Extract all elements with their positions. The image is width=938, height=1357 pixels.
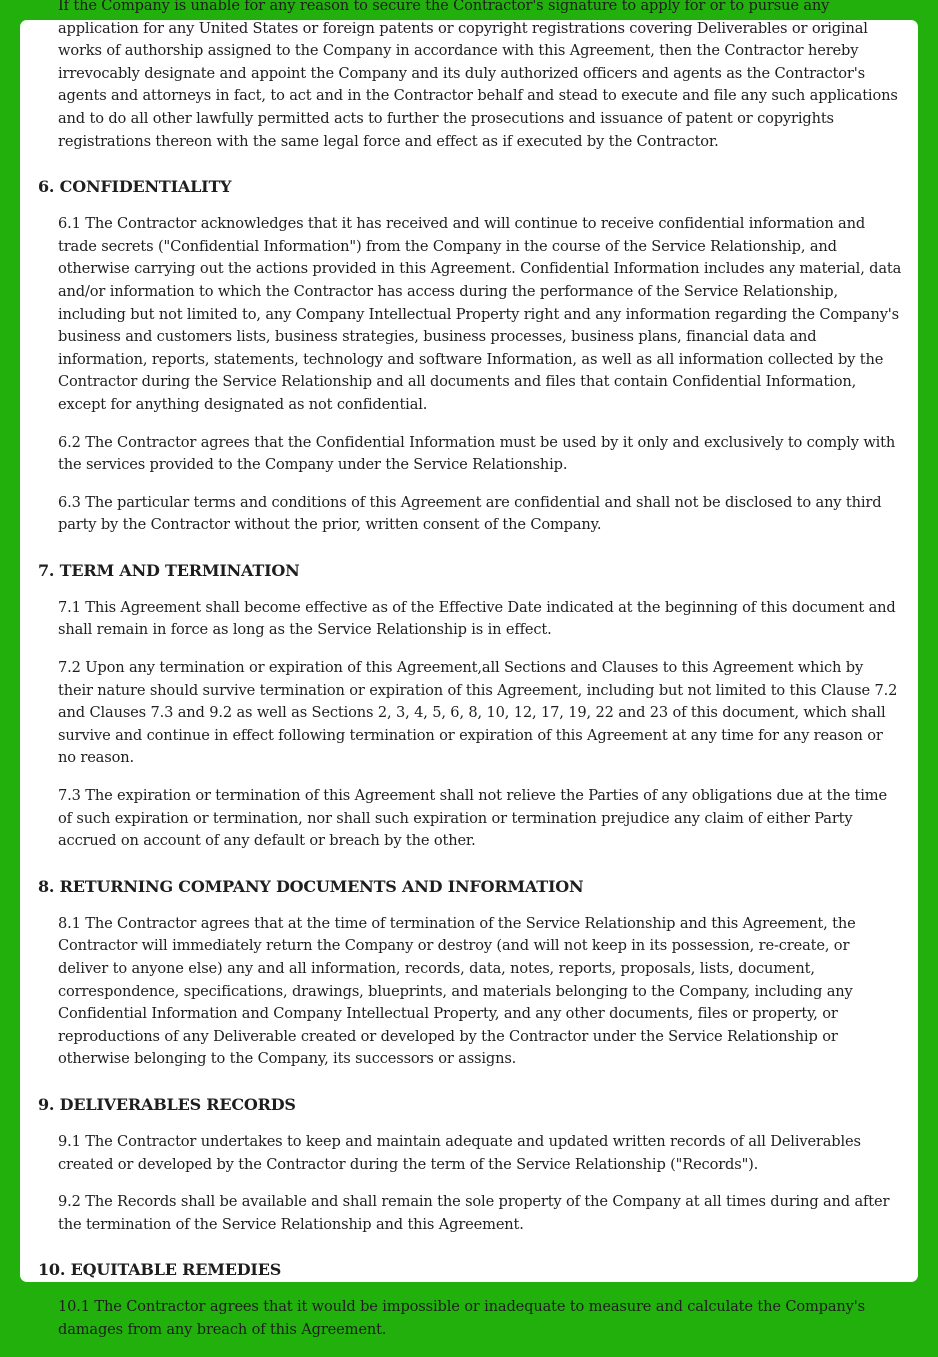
clause-7-3: 7.3 The expiration or termination of this Agreement shall not relieve the Parties of any obligations due at the time of such expiration or termination, nor shall such expiration or termination prejudice any claim of either Party accrued on account of any default or breach by the other. — [58, 787, 887, 850]
clause-8-1: 8.1 The Contractor agrees that at the time of termination of the Service Relationship and this Agreement, the Contractor will immediately return the Company or destroy (and will not keep in its possession, re-create, or deliver to anyone else) any and all information, records, data, notes, reports, proposals, lists, document, correspondence, specifications, drawings, blueprints, and materials belonging to the Company, including any Confidential Information and Company Intellectual Property, and any other documents, files or property, or reproductions of any Deliverable created or developed by the Contractor under the Service Relationship or otherwise belonging to the Company, its successors or assigns. — [58, 914, 856, 1068]
clause-10-1: 10.1 The Contractor agrees that it would be impossible or inadequate to measure and calculate the Company's damages from any breach of this Agreement. — [58, 1298, 865, 1338]
clause-6-1: 6.1 The Contractor acknowledges that it has received and will continue to receive confidential information and trade secrets ("Confidential Information") from the Company in the course of the Service Relationship, and otherwise carrying out the actions provided in this Agreement. Confidential Information includes any material, data and/or information to which the Contractor has access during the performance of the Service Relationship, including but not limited to, any Company Intellectual Property right and any information regarding the Company's business and customers lists, business strategies, business processes, business plans, financial data and information, reports, statements, technology and software Information, as well as all information collected by the Contractor during the Service Relationship and all documents and files that contain Confidential Information, except for anything designated as not confidential. — [58, 215, 902, 413]
section-deliverables-records — [38, 1095, 902, 1236]
lead-paragraph: If the Company is unable for any reason to secure the Contractor's signature to apply for or to pursue any application for any United States or foreign patents or copyright registrations covering Deliverables or original works of authorship assigned to the Company in accordance with this Agreement, then the Contractor hereby irrevocably designate and appoint the Company and its duly authorized officers and agents as the Contractor's agents and attorneys in fact, to act and in the Contractor behalf and stead to execute and file any such applications and to do all other lawfully permitted acts to further the prosecutions and issuance of patent or copyrights registrations thereon with the same legal force and effect as if executed by the Contractor. — [58, 0, 898, 150]
section-heading: 6. CONFIDENTIALITY — [38, 177, 232, 197]
section-returning-company-documents — [38, 877, 902, 1071]
section-heading: 9. DELIVERABLES RECORDS — [38, 1094, 296, 1114]
clause-6-3: 6.3 The particular terms and conditions of this Agreement are confidential and shall not be disclosed to any third party by the Contractor without the prior, written consent of the Company. — [58, 493, 882, 534]
clause-9-2: 9.2 The Records shall be available and shall remain the sole property of the Company at all times during and after the termination of the Service Relationship and this Agreement. — [58, 1193, 890, 1233]
section-equitable-remedies — [38, 1260, 902, 1341]
section-term-and-termination — [38, 561, 902, 853]
clause-6-2: 6.2 The Contractor agrees that the Confidential Information must be used by it only and exclusively to comply with the services provided to the Company under the Service Relationship. — [58, 433, 896, 474]
document-body — [20, 0, 918, 1357]
section-confidentiality — [38, 177, 902, 537]
section-heading: 7. TERM AND TERMINATION — [38, 560, 300, 580]
clause-7-2: 7.2 Upon any termination or expiration of this Agreement,all Sections and Clauses to this Agreement which by their nature should survive termination or expiration of this Agreement, including but not limited to this Clause 7.2 and Clauses 7.3 and 9.2 as well as Sections 2, 3, 4, 5, 6, 8, 10, 12, 17, 19, 22 and 23 of this document, which shall survive and continue in effect following termination or expiration of this Agreement at any time for any reason or no reason. — [58, 659, 898, 767]
clause-7-1: 7.1 This Agreement shall become effective as of the Effective Date indicated at the beginning of this document and shall remain in force as long as the Service Relationship is in effect. — [58, 598, 896, 639]
document-viewport[interactable] — [20, 0, 918, 1338]
clause-9-1: 9.1 The Contractor undertakes to keep and maintain adequate and updated written records of all Deliverables created or developed by the Contractor during the term of the Service Relationship ("Records"). — [58, 1132, 861, 1173]
section-heading: 8. RETURNING COMPANY DOCUMENTS AND INFORMATION — [38, 876, 584, 896]
section-heading: 10. EQUITABLE REMEDIES — [38, 1260, 282, 1280]
